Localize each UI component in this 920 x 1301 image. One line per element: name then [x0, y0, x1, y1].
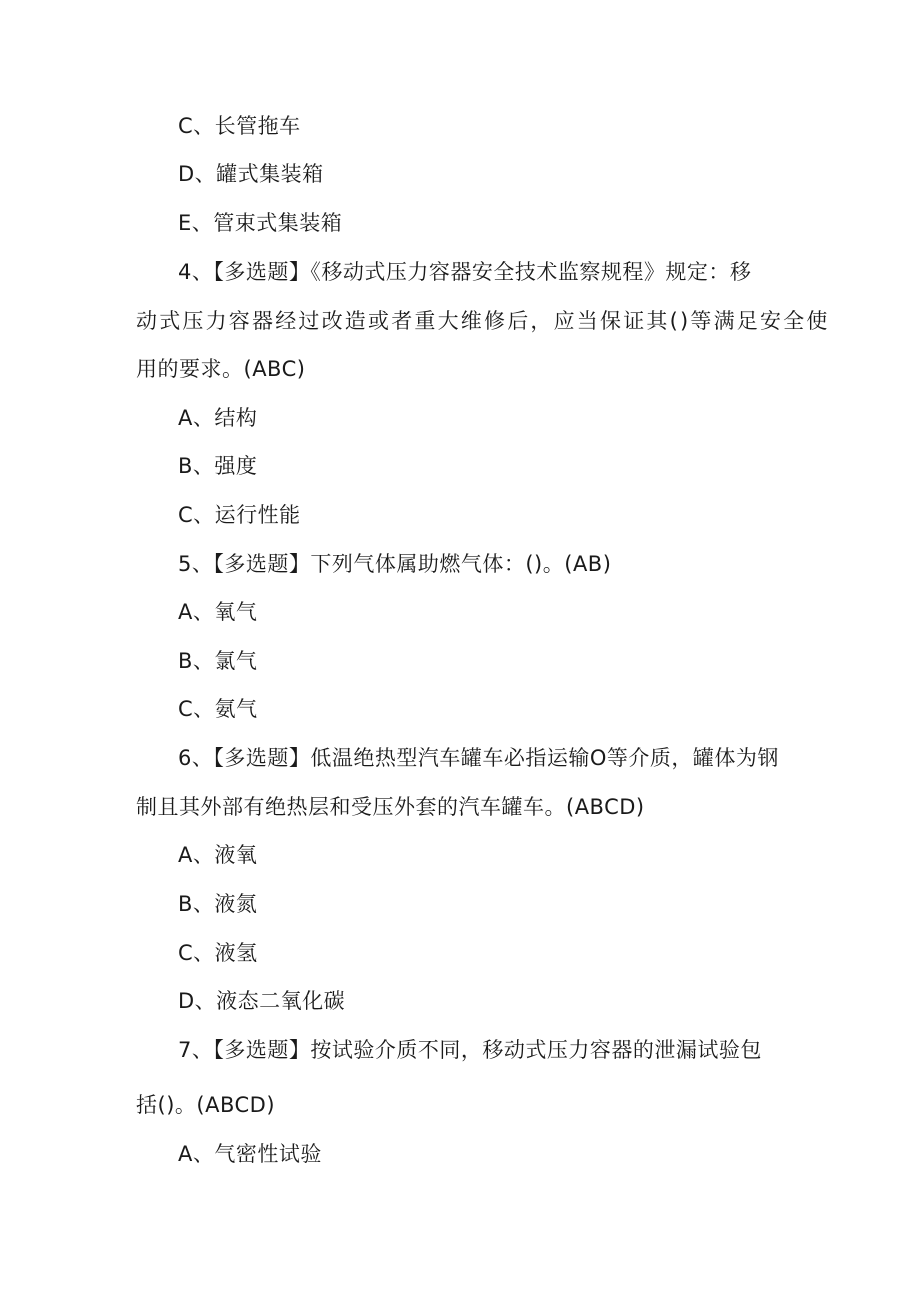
question-5-option-c: C、氨气 — [178, 697, 258, 721]
question-5-option-a: A、氧气 — [178, 600, 258, 624]
question-4-option-b: B、强度 — [178, 454, 258, 478]
question-6-option-c: C、液氢 — [178, 941, 258, 965]
question-4-line-2: 动式压力容器经过改造或者重大维修后，应当保证其()等满足安全使 — [136, 309, 830, 333]
question-7-option-a: A、气密性试验 — [178, 1142, 322, 1166]
question-7-line-1: 7、【多选题】按试验介质不同，移动式压力容器的泄漏试验包 — [178, 1038, 762, 1062]
question-6-option-a: A、液氧 — [178, 843, 258, 867]
question-6-line-2: 制且其外部有绝热层和受压外套的汽车罐车。(ABCD) — [136, 795, 645, 819]
option-d-line: D、罐式集装箱 — [178, 162, 324, 186]
question-4-option-a: A、结构 — [178, 406, 258, 430]
question-5-line-1: 5、【多选题】下列气体属助燃气体：()。(AB) — [178, 552, 612, 576]
question-5-option-b: B、氯气 — [178, 649, 258, 673]
question-6-option-d: D、液态二氧化碳 — [178, 989, 346, 1013]
option-e-line: E、管束式集装箱 — [178, 211, 343, 235]
question-4-option-c: C、运行性能 — [178, 503, 301, 527]
question-6-option-b: B、液氮 — [178, 892, 258, 916]
question-4-line-3: 用的要求。(ABC) — [136, 357, 306, 381]
option-c-line: C、长管拖车 — [178, 114, 301, 138]
question-4-line-1: 4、【多选题】《移动式压力容器安全技术监察规程》规定：移 — [178, 260, 752, 284]
question-6-line-1: 6、【多选题】低温绝热型汽车罐车必指运输O等介质，罐体为钢 — [178, 746, 779, 770]
question-7-line-2: 括()。(ABCD) — [136, 1093, 276, 1117]
